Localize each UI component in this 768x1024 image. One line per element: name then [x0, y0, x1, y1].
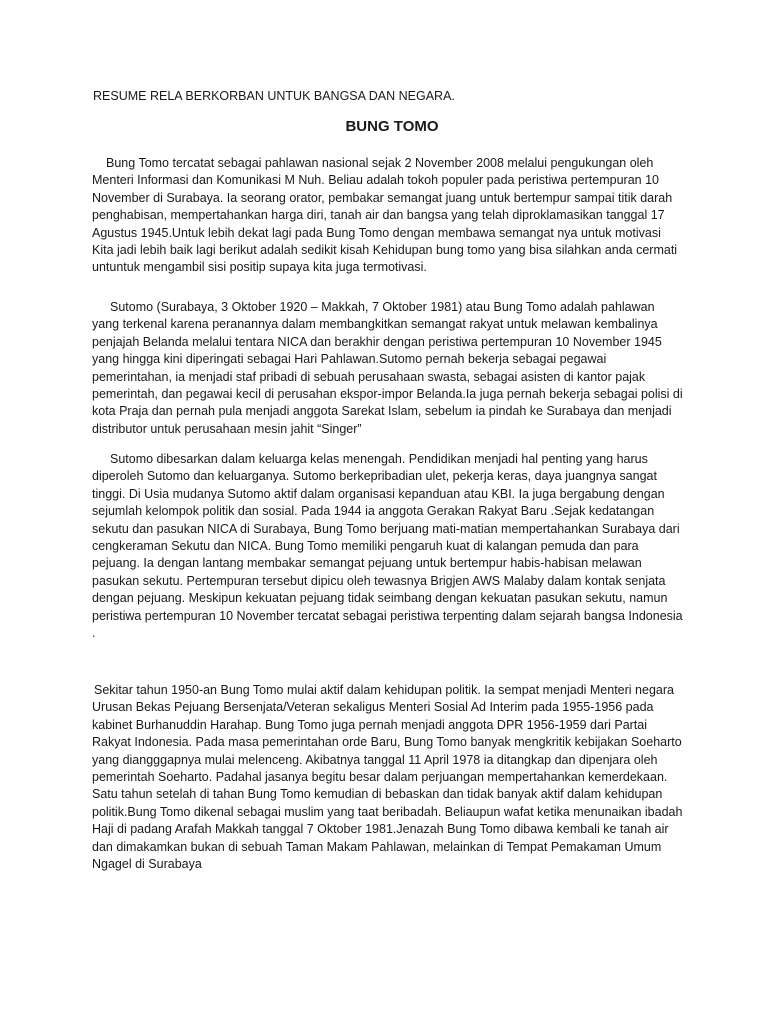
paragraph-2: Sutomo (Surabaya, 3 Oktober 1920 – Makkah, 7 Oktober 1981) atau Bung Tomo adalah pahlawan yang terkenal karena peranannya dalam membangkitkan semangat rakyat untuk melawan kembalinya penjajah Belanda melalui tentara NICA dan berakhir dengan peristiwa pertempuran 10 November 1945 yang hingga kini diperingati sebagai Hari Pahlawan.Sutomo pernah bekerja sebagai pegawai pemerintahan, ia menjadi staf pribadi di sebuah perusahaan swasta, sebagai asisten di kantor pajak pemerintah, dan pegawai kecil di perusahan ekspor-impor Belanda.Ia juga pernah bekerja sebagai polisi di kota Praja dan pernah pula menjadi anggota Sarekat Islam, sebelum ia pindah ke Surabaya dan menjadi distributor untuk perusahaan mesin jahit “Singer” — [92, 300, 683, 436]
document-title: BUNG TOMO — [345, 118, 439, 135]
paragraph-3: Sutomo dibesarkan dalam keluarga kelas menengah. Pendidikan menjadi hal penting yang harus diperoleh Sutomo dan keluarganya. Sutomo berkepribadian ulet, pekerja keras, daya juangnya sangat tinggi. Di Usia mudanya Sutomo aktif dalam organisasi kepanduan atau KBI. Ia juga bergabung dengan sejumlah kelompok politik dan sosial. Pada 1944 ia anggota Gerakan Rakyat Baru .Sejak kedatangan sekutu dan pasukan NICA di Surabaya, Bung Tomo berjuang mati-matian mempertahankan Surabaya dari cengkeraman Sekutu dan NICA. Bung Tomo memiliki pengaruh kuat di kalangan pemuda dan para pejuang. Ia dengan lantang membakar semangat pejuang untuk bertempur habis-habisan melawan pasukan sekutu. Pertempuran tersebut dipicu oleh tewasnya Brigjen AWS Malaby dalam kontak senjata dengan pejuang. Meskipun kekuatan pejuang tidak seimbang dengan kekuatan pasukan sekutu, namun peristiwa pertempuran 10 November tercatat sebagai peristiwa terpenting dalam sejarah bangsa Indonesia . — [92, 452, 683, 641]
paragraph-4: Sekitar tahun 1950-an Bung Tomo mulai aktif dalam kehidupan politik. Ia sempat menjadi Menteri negara Urusan Bekas Pejuang Bersenjata/Veteran sekaligus Menteri Sosial Ad Interim pada 1955-1956 pada kabinet Burhanuddin Harahap. Bung Tomo juga pernah menjadi anggota DPR 1956-1959 dari Partai Rakyat Indonesia. Pada masa pemerintahan orde Baru, Bung Tomo banyak mengkritik kebijakan Soeharto yang diangggapnya mulai melenceng. Akibatnya tanggal 11 April 1978 ia ditangkap dan dipenjara oleh pemerintah Soeharto. Padahal jasanya begitu besar dalam perjuangan mempertahankan kemerdekaan. Satu tahun setelah di tahan Bung Tomo kemudian di bebaskan dan tidak banyak aktif dalam kehidupan politik.Bung Tomo dikenal sebagai muslim yang taat beribadah. Beliaupun wafat ketika menunaikan ibadah Haji di padang Arafah Makkah tanggal 7 Oktober 1981.Jenazah Bung Tomo dibawa kembali ke tanah air dan dimakamkan bukan di sebuah Taman Makam Pahlawan, melainkan di Tempat Pemakaman Umum Ngagel di Surabaya — [92, 683, 683, 872]
document-header: RESUME RELA BERKORBAN UNTUK BANGSA DAN NEGARA. — [93, 89, 455, 103]
paragraph-1: Bung Tomo tercatat sebagai pahlawan nasional sejak 2 November 2008 melalui pengukungan oleh Menteri Informasi dan Komunikasi M Nuh. Beliau adalah tokoh populer pada peristiwa pertempuran 10 November di Surabaya. Ia seorang orator, pembakar semangat juang untuk bertempur sampai titik darah penghabisan, mempertahankan harga diri, tanah air dan bangsa yang telah diproklamasikan tanggal 17 Agustus 1945.Untuk lebih dekat lagi pada Bung Tomo dengan membawa semangat nya untuk motivasi Kita jadi lebih baik lagi berikut adalah sedikit kisah Kehidupan bung tomo yang bisa silahkan anda cermati untuntuk mengambil sisi positip supaya kita juga termotivasi. — [92, 156, 678, 275]
